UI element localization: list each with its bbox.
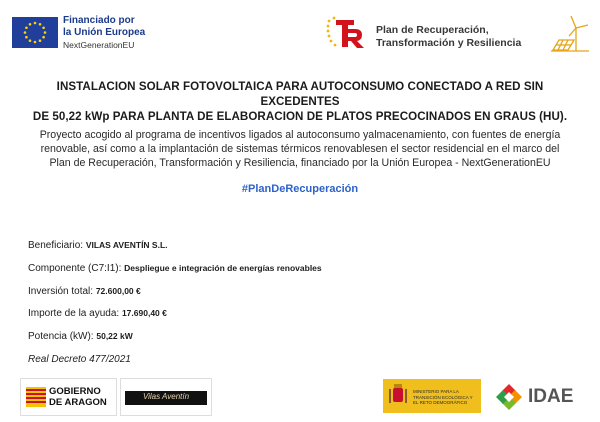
eu-flag-icon — [12, 17, 58, 48]
plan-line2: Transformación y Resiliencia — [376, 37, 522, 49]
company-logo — [120, 378, 212, 416]
eu-line2: la Unión Europea — [63, 27, 146, 38]
detail-inversion — [28, 286, 141, 297]
eu-line3: NextGenerationEU — [63, 40, 135, 50]
detail-componente — [28, 263, 322, 274]
solar-wind-icon — [550, 14, 590, 54]
ministerio-logo — [383, 379, 481, 413]
idae-text: IDAE — [528, 386, 574, 407]
company-logo-band — [125, 391, 207, 405]
inversion-value: 72.600,00 € — [95, 286, 141, 296]
inversion-label: Inversión total: — [28, 286, 94, 297]
desc-line2: renovable, así como a la implantación de sistemas térmicos renovablesen el sector residencial en el marco del — [40, 143, 560, 155]
aragon-flag-icon — [26, 387, 46, 407]
project-description — [20, 128, 580, 170]
plan-recuperacion-logo-icon — [326, 16, 366, 50]
detail-ayuda — [28, 308, 167, 319]
aragon-text — [49, 386, 107, 408]
beneficiario-value: VILAS AVENTÍN S.L. — [85, 240, 168, 250]
project-title — [20, 79, 580, 124]
componente-label: Componente (C7:I1): — [28, 263, 122, 274]
desc-line3: Plan de Recuperación, Transformación y Resiliencia, financiado por la Unión Europea - NextGenerationEU — [49, 157, 551, 169]
desc-line1: Proyecto acogido al programa de incentivos ligados al autoconsumo yalmacenamiento, con fuentes de energía — [39, 129, 561, 141]
ministerio-text: MINISTERIO PARA LA TRANSICIÓN ECOLÓGICA Y EL RETO DEMOGRÁFICO — [413, 389, 473, 405]
beneficiario-label: Beneficiario: — [28, 240, 84, 251]
eu-line1: Financiado por — [63, 15, 135, 26]
company-name: Vilas Aventín — [142, 392, 190, 401]
title-line1: INSTALACION SOLAR FOTOVOLTAICA PARA AUTOCONSUMO CONECTADO A RED SIN EXCEDENTES — [56, 80, 544, 108]
aragon-line1: GOBIERNO — [49, 386, 101, 397]
spain-coat-of-arms-icon — [387, 384, 409, 408]
hashtag: #PlanDeRecuperación — [241, 183, 359, 195]
componente-value: Despliegue e integración de energías renovables — [124, 263, 322, 273]
gobierno-aragon-logo — [20, 378, 117, 416]
potencia-value: 50,22 kW — [96, 331, 133, 341]
potencia-label: Potencia (kW): — [28, 331, 94, 342]
detail-potencia — [28, 331, 133, 342]
real-decreto: Real Decreto 477/2021 — [28, 354, 131, 365]
ayuda-value: 17.690,40 € — [121, 308, 167, 318]
plan-recuperacion-label — [376, 24, 521, 50]
plan-line1: Plan de Recuperación, — [376, 24, 489, 36]
title-line2: DE 50,22 kWp PARA PLANTA DE ELABORACION DE PLATOS PRECOCINADOS EN GRAUS (HU). — [32, 110, 568, 123]
eu-funding-label — [63, 15, 145, 51]
aragon-line2: DE ARAGON — [49, 397, 107, 408]
detail-beneficiario — [28, 240, 168, 251]
ayuda-label: Importe de la ayuda: — [28, 308, 120, 319]
idae-logo-icon — [494, 382, 524, 412]
